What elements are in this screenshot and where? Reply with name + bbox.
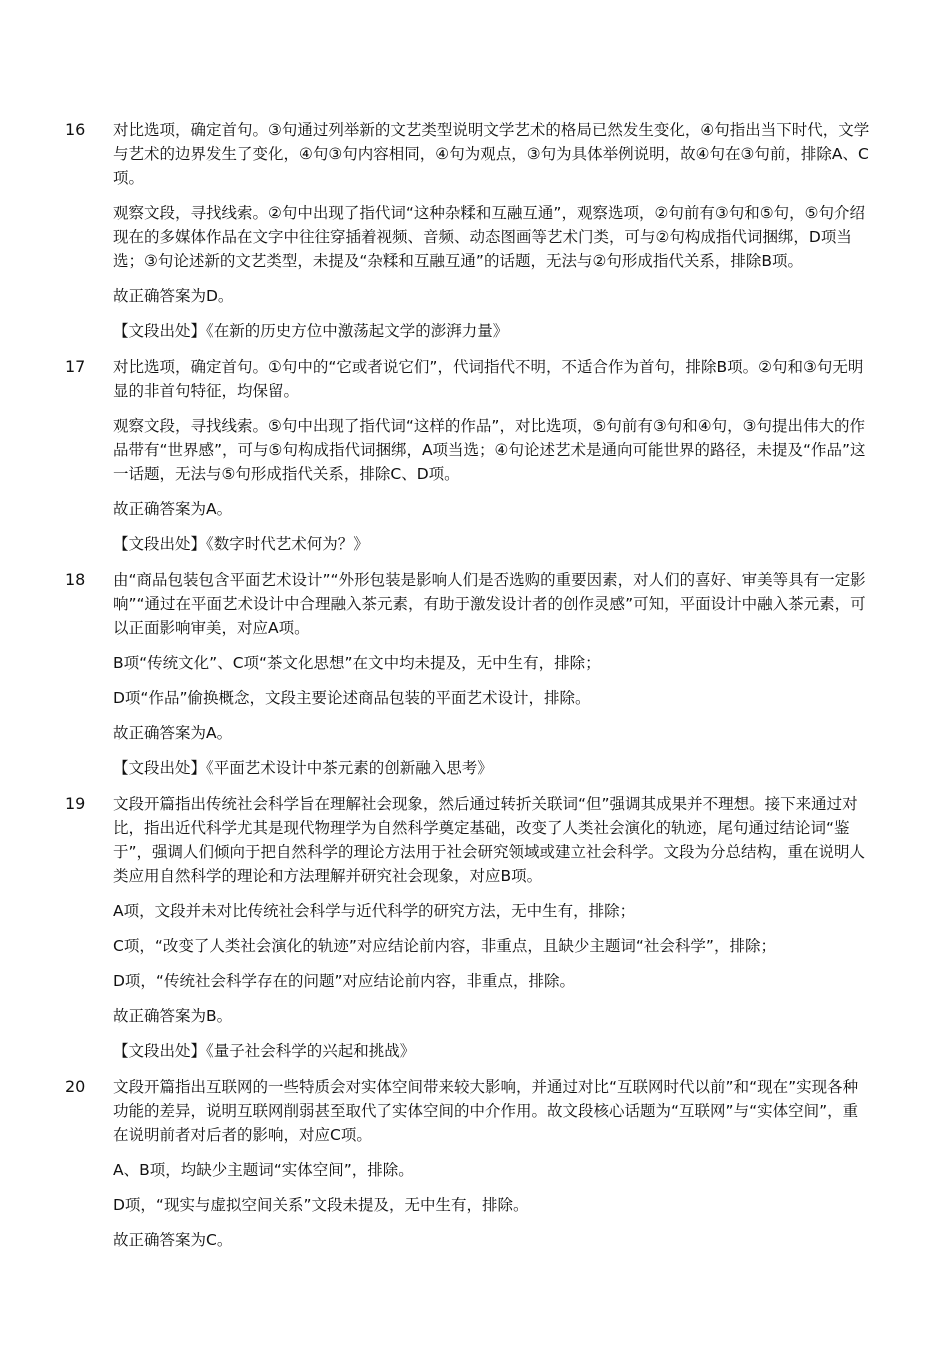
- entry-16: [0, 118, 950, 343]
- answer-line: 故正确答案为A。: [113, 500, 233, 518]
- question-number: 19: [65, 794, 86, 813]
- question-number: 16: [65, 120, 86, 139]
- option-analysis: D项，“现实与虚拟空间关系”文段未提及，无中生有，排除。: [113, 1196, 529, 1214]
- explanation-paragraph: 对比选项，确定首句。③句通过列举新的文艺类型说明文学艺术的格局已然发生变化，④句指出当下时代，文学与艺术的边界发生了变化，④句③句内容相同，④句为观点，③句为具体举例说明，故④句在③句前，排除A、C项。: [113, 121, 870, 187]
- answer-line: 故正确答案为D。: [113, 287, 234, 305]
- question-number: 20: [65, 1077, 86, 1096]
- explanation-paragraph: 对比选项，确定首句。①句中的“它或者说它们”，代词指代不明，不适合作为首句，排除B项。②句和③句无明显的非首句特征，均保留。: [113, 358, 864, 400]
- answer-line: 故正确答案为C。: [113, 1231, 233, 1249]
- answer-line: 故正确答案为B。: [113, 1007, 233, 1025]
- question-number: 18: [65, 570, 86, 589]
- explanation-paragraph: 由“商品包装包含平面艺术设计”“外形包装是影响人们是否选购的重要因素，对人们的喜好、审美等具有一定影响”“通过在平面艺术设计中合理融入茶元素，有助于激发设计者的创作灵感”可知，平面设计中融入茶元素，可以正面影响审美，对应A项。: [113, 571, 866, 637]
- entry-17: [0, 355, 950, 556]
- entry-19: [0, 792, 950, 1063]
- answer-line: 故正确答案为A。: [113, 724, 233, 742]
- entry-20: [0, 1075, 950, 1252]
- explanation-paragraph: 观察文段，寻找线索。②句中出现了指代词“这种杂糅和互融互通”，观察选项，②句前有③句和⑤句，⑤句介绍现在的多媒体作品在文字中往往穿插着视频、音频、动态图画等艺术门类，可与②句构成指代词捆绑，D项当选；③句论述新的文艺类型，未提及“杂糅和互融互通”的话题，无法与②句形成指代关系，排除B项。: [113, 204, 866, 270]
- explanation-paragraph: 文段开篇指出互联网的一些特质会对实体空间带来较大影响，并通过对比“互联网时代以前”和“现在”实现各种功能的差异，说明互联网削弱甚至取代了实体空间的中介作用。故文段核心话题为“互联网”与“实体空间”，重在说明前者对后者的影响，对应C项。: [113, 1078, 859, 1144]
- option-analysis: B项“传统文化”、C项“茶文化思想”在文中均未提及，无中生有，排除；: [113, 654, 601, 672]
- source-line: 【文段出处】《数字时代艺术何为？》: [113, 535, 369, 553]
- option-analysis: A、B项，均缺少主题词“实体空间”，排除。: [113, 1161, 414, 1179]
- option-analysis: D项，“传统社会科学存在的问题”对应结论前内容，非重点，排除。: [113, 972, 575, 990]
- source-line: 【文段出处】《量子社会科学的兴起和挑战》: [113, 1042, 416, 1060]
- entry-18: [0, 568, 950, 780]
- explanation-paragraph: 文段开篇指出传统社会科学旨在理解社会现象，然后通过转折关联词“但”强调其成果并不理想。接下来通过对比，指出近代科学尤其是现代物理学为自然科学奠定基础，改变了人类社会演化的轨迹，尾句通过结论词“鉴于”，强调人们倾向于把自然科学的理论方法用于社会研究领域或建立社会科学。文段为分总结构，重在说明人类应用自然科学的理论和方法理解并研究社会现象，对应B项。: [113, 795, 866, 885]
- option-analysis: A项，文段并未对比传统社会科学与近代科学的研究方法，无中生有，排除；: [113, 902, 636, 920]
- option-analysis: C项，“改变了人类社会演化的轨迹”对应结论前内容，非重点，且缺少主题词“社会科学”，排除；: [113, 937, 776, 955]
- question-number: 17: [65, 357, 86, 376]
- option-analysis: D项“作品”偷换概念，文段主要论述商品包装的平面艺术设计，排除。: [113, 689, 591, 707]
- source-line: 【文段出处】《在新的历史方位中激荡起文学的澎湃力量》: [113, 322, 509, 340]
- explanation-paragraph: 观察文段，寻找线索。⑤句中出现了指代词“这样的作品”，对比选项，⑤句前有③句和④句，③句提出伟大的作品带有“世界感”，可与⑤句构成指代词捆绑，A项当选；④句论述艺术是通向可能世界的路径，未提及“作品”这一话题，无法与⑤句形成指代关系，排除C、D项。: [113, 417, 866, 483]
- source-line: 【文段出处】《平面艺术设计中茶元素的创新融入思考》: [113, 759, 493, 777]
